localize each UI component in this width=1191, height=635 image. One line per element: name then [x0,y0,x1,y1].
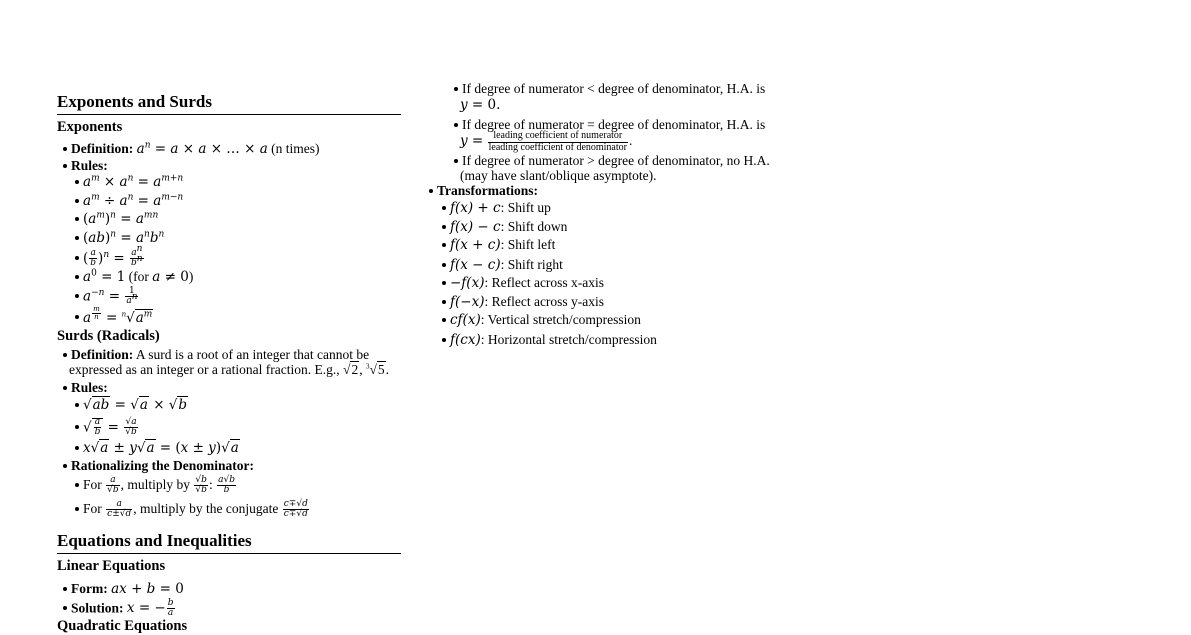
ha-greater-line2: (may have slant/oblique asymptote). [460,168,657,183]
rule-negative-exponent: $a^{-n}$ = $\frac{1}{a^n}$ [75,287,139,307]
leading-den: leading coefficient of denominator [488,141,627,153]
ha-greater-text: If degree of numerator > degree of denominator, no H.A. [462,153,770,168]
bullet-icon [63,147,67,151]
bullet-icon [63,164,67,168]
surd-rule-sum: x√a ± y√a = (x ± y)√a [75,441,240,457]
bullet-icon [63,606,67,610]
linear-form: Form: ax + b = 0 [63,581,184,598]
rules-heading [63,158,108,174]
exponent-definition: Definition: $a^n = a \times a$ × … × a (n times) [63,141,320,158]
rationalizing-label: Rationalizing the Denominator: [71,458,254,473]
transformation-desc: : Reflect across y-axis [484,294,605,309]
section-title-equations: Equations and Inequalities [57,531,401,554]
ha-equal-text: If degree of numerator = degree of denominator, H.A. is [462,117,766,132]
transformation-expr: f(cx) [450,332,481,348]
surd-rules-heading [63,380,108,396]
transformation-expr: f(x − c) [450,257,501,273]
rationalize-conjugate: For $\frac{a}{c\pm√d}$ , multiply by the conjugate $\frac{c\mp√d}{c\mp√d}$ [75,500,310,520]
transformation-expr: f(x) + c [450,200,501,216]
transformation-item [442,237,555,254]
surd-definition-line2: expressed as an integer or a rational fraction. E.g., √2, $^3$√5. [69,362,389,377]
subsection-title-linear: Linear Equations [57,558,166,574]
linear-solution: Solution: x = − $\frac{b}{a}$ [63,599,176,619]
subsection-title-surds: Surds (Radicals) [57,328,160,344]
transformation-expr: −f(x) [450,275,485,291]
transformation-expr: f(−x) [450,294,485,310]
definition-label: Definition: [71,347,134,362]
ha-less-text: If degree of numerator < degree of denominator, H.A. is [462,81,766,96]
rule-zero-exponent: $a^0 = 1$ (for a ≠ 0) [75,269,193,286]
definition-label: Definition: [71,141,134,156]
multiply-by-text: , multiply by [120,477,191,493]
bullet-icon [454,123,458,127]
transformation-item [442,219,567,236]
transformation-expr: f(x + c) [450,237,501,253]
surd-rules-label: Rules: [71,380,108,395]
rationalizing-heading [63,458,254,474]
surd-def-line2: expressed as an integer or a rational fraction. E.g., [69,362,340,377]
surd-rule-product: √ab = √a × √b [75,398,188,414]
ha-less-line2: y = 0. [460,97,501,113]
definition-suffix: (n times) [271,141,320,156]
rule-quotient-power: ( $\frac{a}{b}$ )$^n$ = $\frac{a^n}{b^n}$ [75,249,145,269]
transformation-desc: : Reflect across x-axis [484,275,605,290]
bullet-icon [429,189,433,193]
rule-fractional-exponent: a $^{\frac{m}{n}}$ = $^n√a^m$ [75,306,153,326]
transformations-heading [429,183,538,199]
transformation-item [442,200,551,217]
transformations-label: Transformations: [437,183,538,198]
solution-label: Solution: [71,600,124,616]
bullet-icon [63,353,67,357]
transformation-item [442,332,657,349]
zero-rule-note: (for [128,269,149,284]
rule-product: $a^m \times a^n = a^{m+n}$ [75,175,183,191]
transformation-item [442,294,604,311]
transformation-item [442,275,604,292]
section-title-exponents-surds: Exponents and Surds [57,92,401,115]
transformation-expr: f(x) − c [450,219,501,235]
transformation-desc: : Shift up [500,200,551,215]
rules-label: Rules: [71,158,108,173]
surd-def-line1: A surd is a root of an integer that cannot be [135,347,370,362]
rule-power: $(a^m)^n = a^{mn}$ [75,212,158,228]
transformation-item [442,312,641,329]
transformation-desc: : Shift left [500,237,556,252]
bullet-icon [63,464,67,468]
rule-product-power: $(ab)^n = a^nb^n$ [75,231,164,247]
leading-num: leading coefficient of numerator [488,131,628,143]
transformation-expr: cf(x) [450,312,481,328]
bullet-icon [63,587,67,591]
for-word: For [83,477,102,493]
multiply-conjugate-text: , multiply by the conjugate [133,501,279,517]
transformation-desc: : Shift right [500,257,563,272]
for-word: For [83,501,102,517]
transformation-desc: : Shift down [500,219,568,234]
ha-equal-line2: y = $\frac{\text{leading coefficient of numerator}}{\text{leading coefficient of denominator}}$ . [460,130,633,153]
surd-rule-quotient: √ $\frac{a}{b}$ = $\frac{√a}{√b}$ [75,418,139,438]
surd-definition [63,347,369,363]
bullet-icon [454,87,458,91]
ha-less-line1 [454,81,765,97]
transformation-desc: : Vertical stretch/compression [480,312,641,327]
transformation-desc: : Horizontal stretch/compression [480,332,657,347]
bullet-icon [454,159,458,163]
rule-quotient: $a^m \div a^n = a^{m-n}$ [75,194,183,210]
form-label: Form: [71,581,108,596]
rationalize-single: For $\frac{a}{√b}$ , multiply by $\frac{√b}{√b}$ : $\frac{a√b}{b}$ [75,476,237,496]
transformation-item [442,257,563,274]
bullet-icon [63,386,67,390]
subsection-title-quadratic: Quadratic Equations [57,618,188,634]
ha-greater-line1 [454,153,770,169]
subsection-title-exponents: Exponents [57,119,123,135]
